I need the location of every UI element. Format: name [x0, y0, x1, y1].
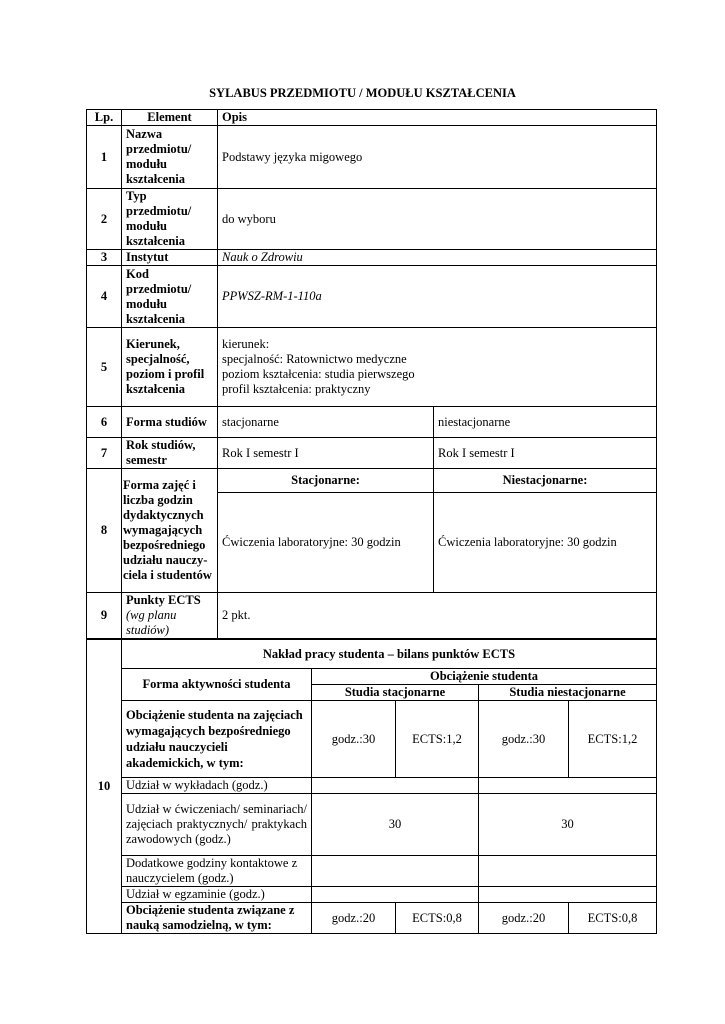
- subject-name-value: Podstawy języka migowego: [218, 126, 657, 189]
- row-lp: 6: [87, 407, 122, 438]
- field-line: kierunek:: [222, 337, 270, 351]
- row-lp: 3: [87, 250, 122, 266]
- row-element: Kierunek, specjalność, poziom i profil kształcenia: [122, 328, 218, 407]
- workload-row: [87, 701, 657, 778]
- part-time-ects: ECTS:1,2: [569, 701, 657, 778]
- workload-row: [87, 794, 657, 856]
- ects-label: Punkty ECTS: [126, 593, 201, 607]
- study-form-full-time: stacjonarne: [218, 407, 434, 438]
- ects-note: (wg planu studiów): [126, 608, 177, 637]
- row-element: Kod przedmiotu/ modułu kształcenia: [122, 266, 218, 328]
- part-time-hours: godz.:20: [479, 903, 569, 934]
- class-forms-full-time: Ćwiczenia laboratoryjne: 30 godzin: [218, 493, 434, 593]
- class-forms-part-time: Ćwiczenia laboratoryjne: 30 godzin: [434, 493, 657, 593]
- field-of-study-value: [218, 328, 657, 407]
- field-line: poziom kształcenia: studia pierwszego: [222, 367, 415, 381]
- part-time-ects: ECTS:0,8: [569, 903, 657, 934]
- workload-label: Dodatkowe godziny kontaktowe z nauczycielem (godz.): [122, 856, 312, 887]
- full-time-ects: ECTS:1,2: [396, 701, 479, 778]
- class-forms-head-full-time: Stacjonarne:: [218, 469, 434, 493]
- study-form-part-time: niestacjonarne: [434, 407, 657, 438]
- workload-lp: 10: [87, 640, 122, 934]
- row-lp: 4: [87, 266, 122, 328]
- institute-value: Nauk o Zdrowiu: [218, 250, 657, 266]
- part-time-value: [479, 856, 657, 887]
- full-time-value: [312, 887, 479, 903]
- row-lp: 7: [87, 438, 122, 469]
- workload-row: [87, 856, 657, 887]
- full-time-hours: godz.:20: [312, 903, 396, 934]
- row-field-of-study: [87, 328, 657, 407]
- subject-code-value: PPWSZ-RM-1-110a: [218, 266, 657, 328]
- row-element: Forma studiów: [122, 407, 218, 438]
- row-element: Instytut: [122, 250, 218, 266]
- row-element: Forma zajęć i liczba godzin dydaktycznych wymagających bezpośredniego udziału nauczy-ciela i studentów: [122, 469, 218, 593]
- col-activity-header: Forma aktywności studenta: [122, 669, 312, 701]
- workload-label: Udział w egzaminie (godz.): [122, 887, 312, 903]
- workload-row: [87, 903, 657, 934]
- ects-value: 2 pkt.: [218, 593, 657, 639]
- field-line: profil kształcenia: praktyczny: [222, 382, 371, 396]
- field-line: specjalność: Ratownictwo medyczne: [222, 352, 407, 366]
- col-load-header: Obciążenie studenta: [312, 669, 657, 685]
- row-ects: [87, 593, 657, 639]
- row-lp: 1: [87, 126, 122, 189]
- workload-label: Obciążenie studenta związane z nauką samodzielną, w tym:: [122, 903, 312, 934]
- subject-type-value: do wyboru: [218, 189, 657, 250]
- row-lp: 5: [87, 328, 122, 407]
- full-time-value: [312, 856, 479, 887]
- row-study-form: [87, 407, 657, 438]
- header-element: Element: [122, 110, 218, 126]
- class-forms-head-part-time: Niestacjonarne:: [434, 469, 657, 493]
- row-element: Typ przedmiotu/ modułu kształcenia: [122, 189, 218, 250]
- year-full-time: Rok I semestr I: [218, 438, 434, 469]
- row-year-semester: [87, 438, 657, 469]
- row-lp: 8: [87, 469, 122, 593]
- header-opis: Opis: [218, 110, 657, 126]
- row-element: Nazwa przedmiotu/ modułu kształcenia: [122, 126, 218, 189]
- workload-label: Udział w wykładach (godz.): [122, 778, 312, 794]
- full-time-ects: ECTS:0,8: [396, 903, 479, 934]
- header-lp: Lp.: [87, 110, 122, 126]
- year-part-time: Rok I semestr I: [434, 438, 657, 469]
- row-lp: 9: [87, 593, 122, 639]
- row-subject-type: [87, 189, 657, 250]
- row-lp: 2: [87, 189, 122, 250]
- part-time-value: [479, 887, 657, 903]
- part-time-value: [479, 778, 657, 794]
- full-time-value: 30: [312, 794, 479, 856]
- page-title: SYLABUS PRZEDMIOTU / MODUŁU KSZTAŁCENIA: [209, 86, 516, 100]
- col-part-time-header: Studia niestacjonarne: [479, 685, 657, 701]
- row-class-forms-head: [87, 469, 657, 493]
- workload-title: Nakład pracy studenta – bilans punktów ECTS: [122, 640, 657, 669]
- workload-label: Obciążenie studenta na zajęciach wymagających bezpośredniego udziału nauczycieli akademickich, w tym:: [122, 701, 312, 778]
- workload-table: [86, 639, 657, 934]
- workload-label: Udział w ćwiczeniach/ seminariach/ zajęciach praktycznych/ praktykach zawodowych (godz.): [122, 794, 312, 856]
- syllabus-main-table: [86, 109, 657, 639]
- row-element: [122, 593, 218, 639]
- full-time-value: [312, 778, 479, 794]
- workload-row: [87, 778, 657, 794]
- row-subject-code: [87, 266, 657, 328]
- workload-row: [87, 887, 657, 903]
- row-subject-name: [87, 126, 657, 189]
- part-time-value: 30: [479, 794, 657, 856]
- full-time-hours: godz.:30: [312, 701, 396, 778]
- part-time-hours: godz.:30: [479, 701, 569, 778]
- col-full-time-header: Studia stacjonarne: [312, 685, 479, 701]
- row-institute: [87, 250, 657, 266]
- row-element: Rok studiów, semestr: [122, 438, 218, 469]
